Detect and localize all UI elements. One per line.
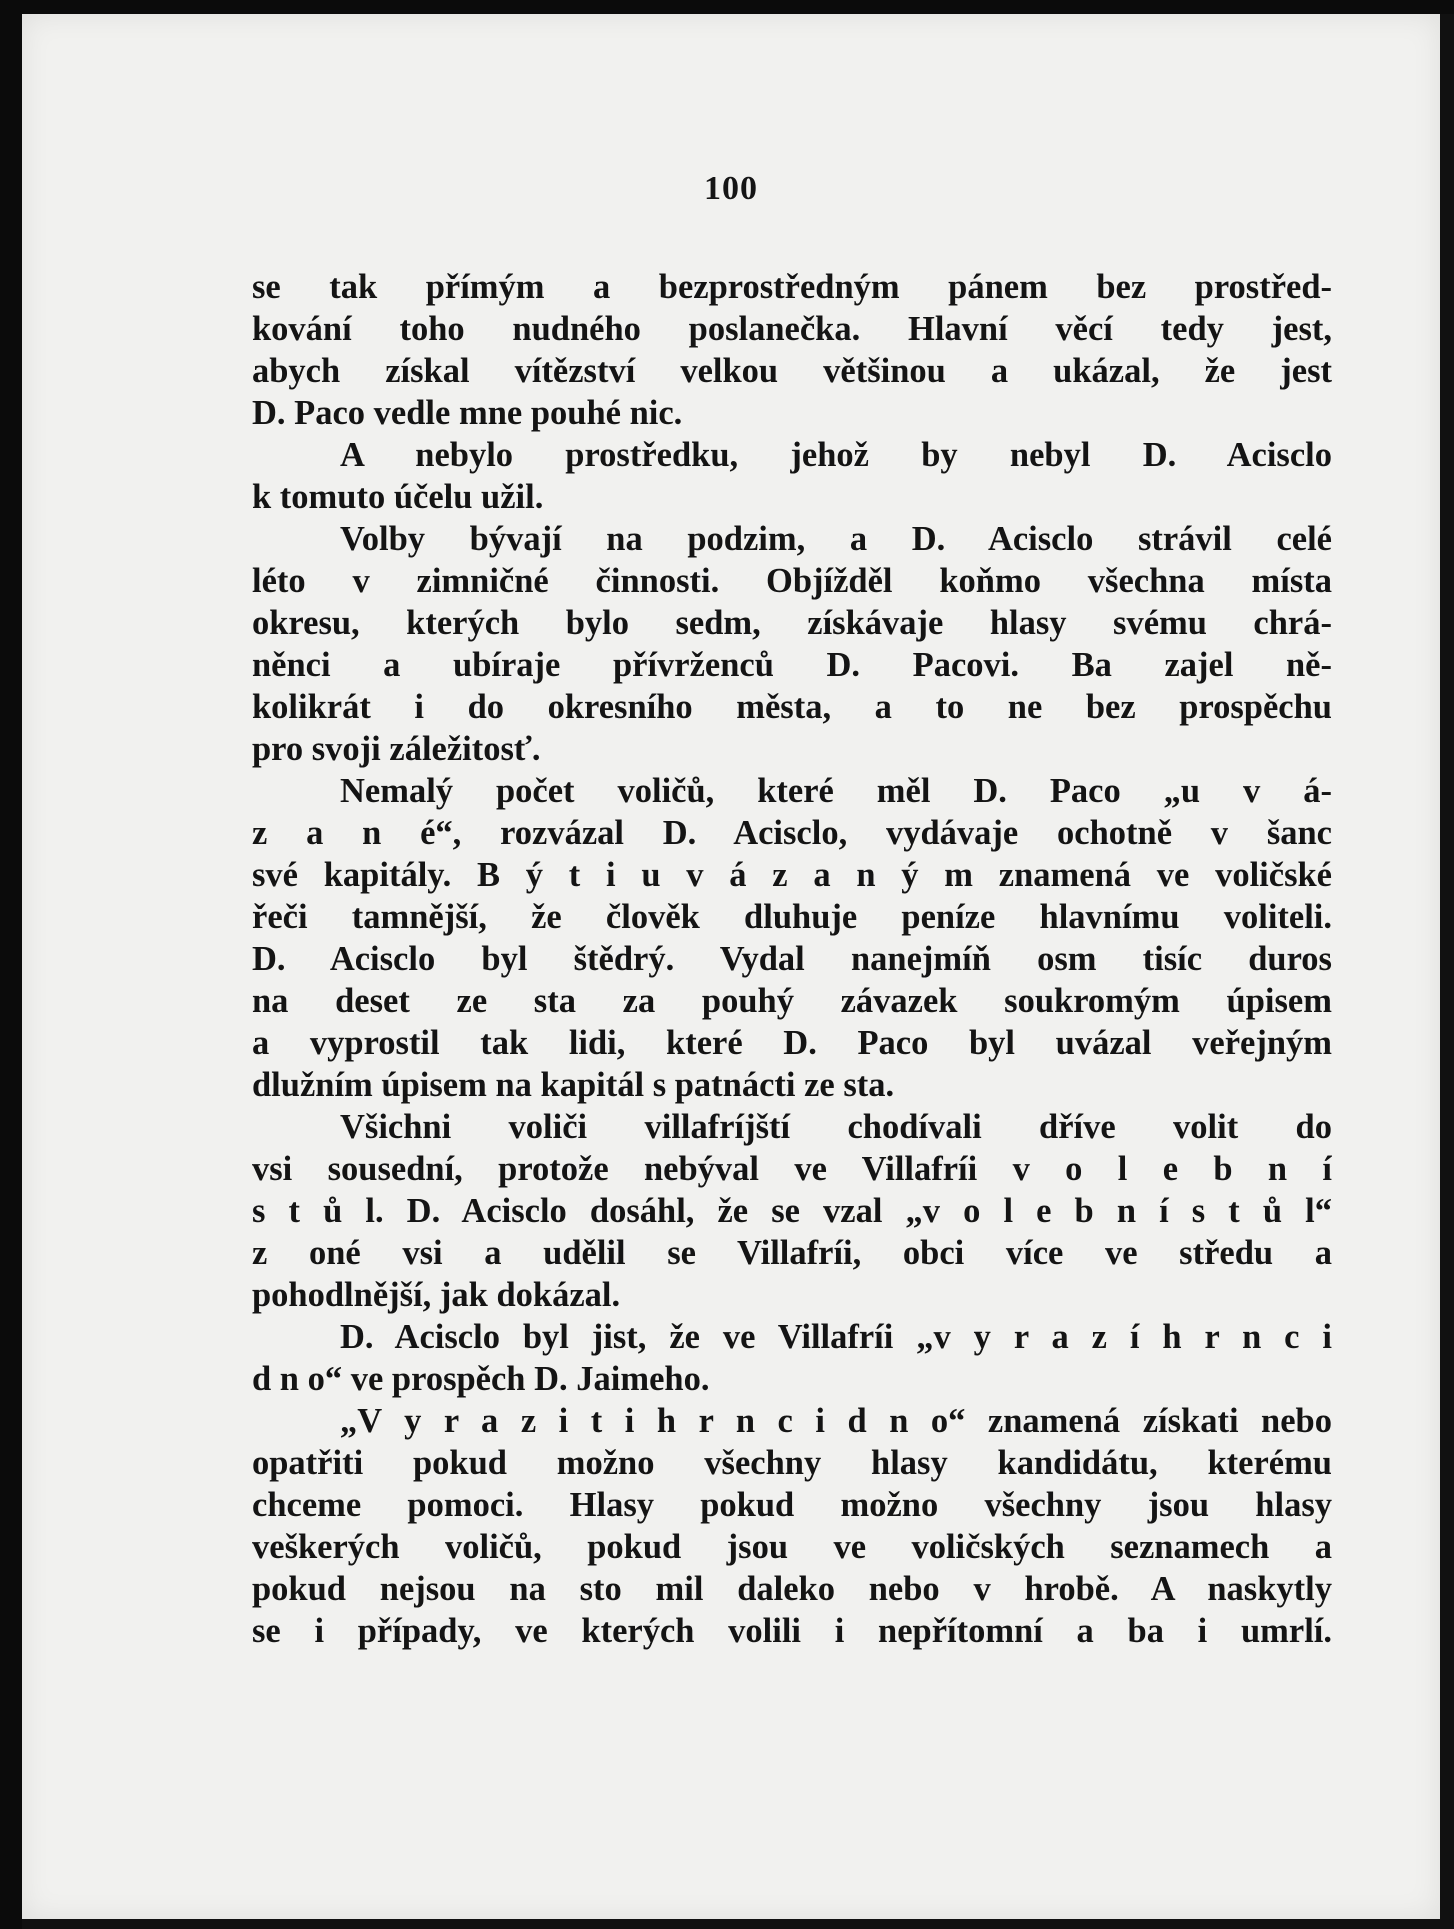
text-line: Nemalý počet voličů, které měl D. Paco „u v á-	[340, 772, 1332, 810]
text-line: D. Paco vedle mne pouhé nic.	[252, 394, 683, 432]
text-line: kolikrát i do okresního města, a to ne bez prospěchu	[252, 688, 1332, 726]
page-number: 100	[704, 170, 758, 207]
text-line: veškerých voličů, pokud jsou ve voličských seznamech a	[252, 1528, 1332, 1566]
text-line: na deset ze sta za pouhý závazek soukromým úpisem	[252, 982, 1332, 1020]
body-text	[252, 266, 1332, 1652]
text-line: „V y r a z i t i h r n c i d n o“ znamená získati nebo	[340, 1402, 1332, 1440]
book-page	[22, 14, 1440, 1919]
text-line: a vyprostil tak lidi, které D. Paco byl uvázal veřejným	[252, 1024, 1332, 1062]
text-line: kování toho nudného poslanečka. Hlavní věcí tedy jest,	[252, 310, 1332, 348]
paragraph	[252, 770, 1332, 1106]
paragraph	[252, 1400, 1332, 1652]
text-line: s t ů l. D. Acisclo dosáhl, že se vzal „v o l e b n í s t ů l“	[252, 1192, 1332, 1230]
text-line: z a n é“, rozvázal D. Acisclo, vydávaje ochotně v šanc	[252, 814, 1332, 852]
text-line: D. Acisclo byl štědrý. Vydal nanejmíň osm tisíc duros	[252, 940, 1332, 978]
text-line: se tak přímým a bezprostředným pánem bez prostřed-	[252, 268, 1332, 306]
text-line: abych získal vítězství velkou většinou a ukázal, že jest	[252, 352, 1332, 390]
text-line: opatřiti pokud možno všechny hlasy kandidátu, kterému	[252, 1444, 1332, 1482]
text-line: pokud nejsou na sto mil daleko nebo v hrobě. A naskytly	[252, 1570, 1332, 1608]
paragraph	[252, 434, 1332, 518]
text-line: léto v zimničné činnosti. Objížděl koňmo všechna místa	[252, 562, 1332, 600]
paragraph	[252, 1316, 1332, 1400]
text-line: pohodlnější, jak dokázal.	[252, 1276, 621, 1314]
paragraph	[252, 1106, 1332, 1316]
text-line: okresu, kterých bylo sedm, získávaje hlasy svému chrá-	[252, 604, 1332, 642]
paragraph	[252, 266, 1332, 434]
text-line: k tomuto účelu užil.	[252, 478, 544, 516]
text-line: něnci a ubíraje přívrženců D. Pacovi. Ba zajel ně-	[252, 646, 1332, 684]
text-line: řeči tamnější, že člověk dluhuje peníze hlavnímu voliteli.	[252, 898, 1332, 936]
text-line: se i případy, ve kterých volili i nepřítomní a ba i umrlí.	[252, 1612, 1332, 1650]
text-line: Všichni voliči villafríjští chodívali dříve volit do	[340, 1108, 1332, 1146]
paragraph	[252, 518, 1332, 770]
text-line: d n o“ ve prospěch D. Jaimeho.	[252, 1360, 710, 1398]
text-line: Volby bývají na podzim, a D. Acisclo strávil celé	[340, 520, 1332, 558]
text-line: A nebylo prostředku, jehož by nebyl D. Acisclo	[340, 436, 1332, 474]
text-line: D. Acisclo byl jist, že ve Villafríi „v y r a z í h r n c i	[340, 1318, 1332, 1356]
scan-border-top	[0, 0, 1454, 14]
text-line: chceme pomoci. Hlasy pokud možno všechny jsou hlasy	[252, 1486, 1332, 1524]
text-line: dlužním úpisem na kapitál s patnácti ze sta.	[252, 1066, 895, 1104]
scan-border-left	[0, 0, 22, 1929]
text-line: z oné vsi a udělil se Villafríi, obci více ve středu a	[252, 1234, 1332, 1272]
text-line: vsi sousední, protože nebýval ve Villafríi v o l e b n í	[252, 1150, 1332, 1188]
text-line: své kapitály. B ý t i u v á z a n ý m znamená ve voličské	[252, 856, 1332, 894]
text-line: pro svoji záležitosť.	[252, 730, 541, 768]
